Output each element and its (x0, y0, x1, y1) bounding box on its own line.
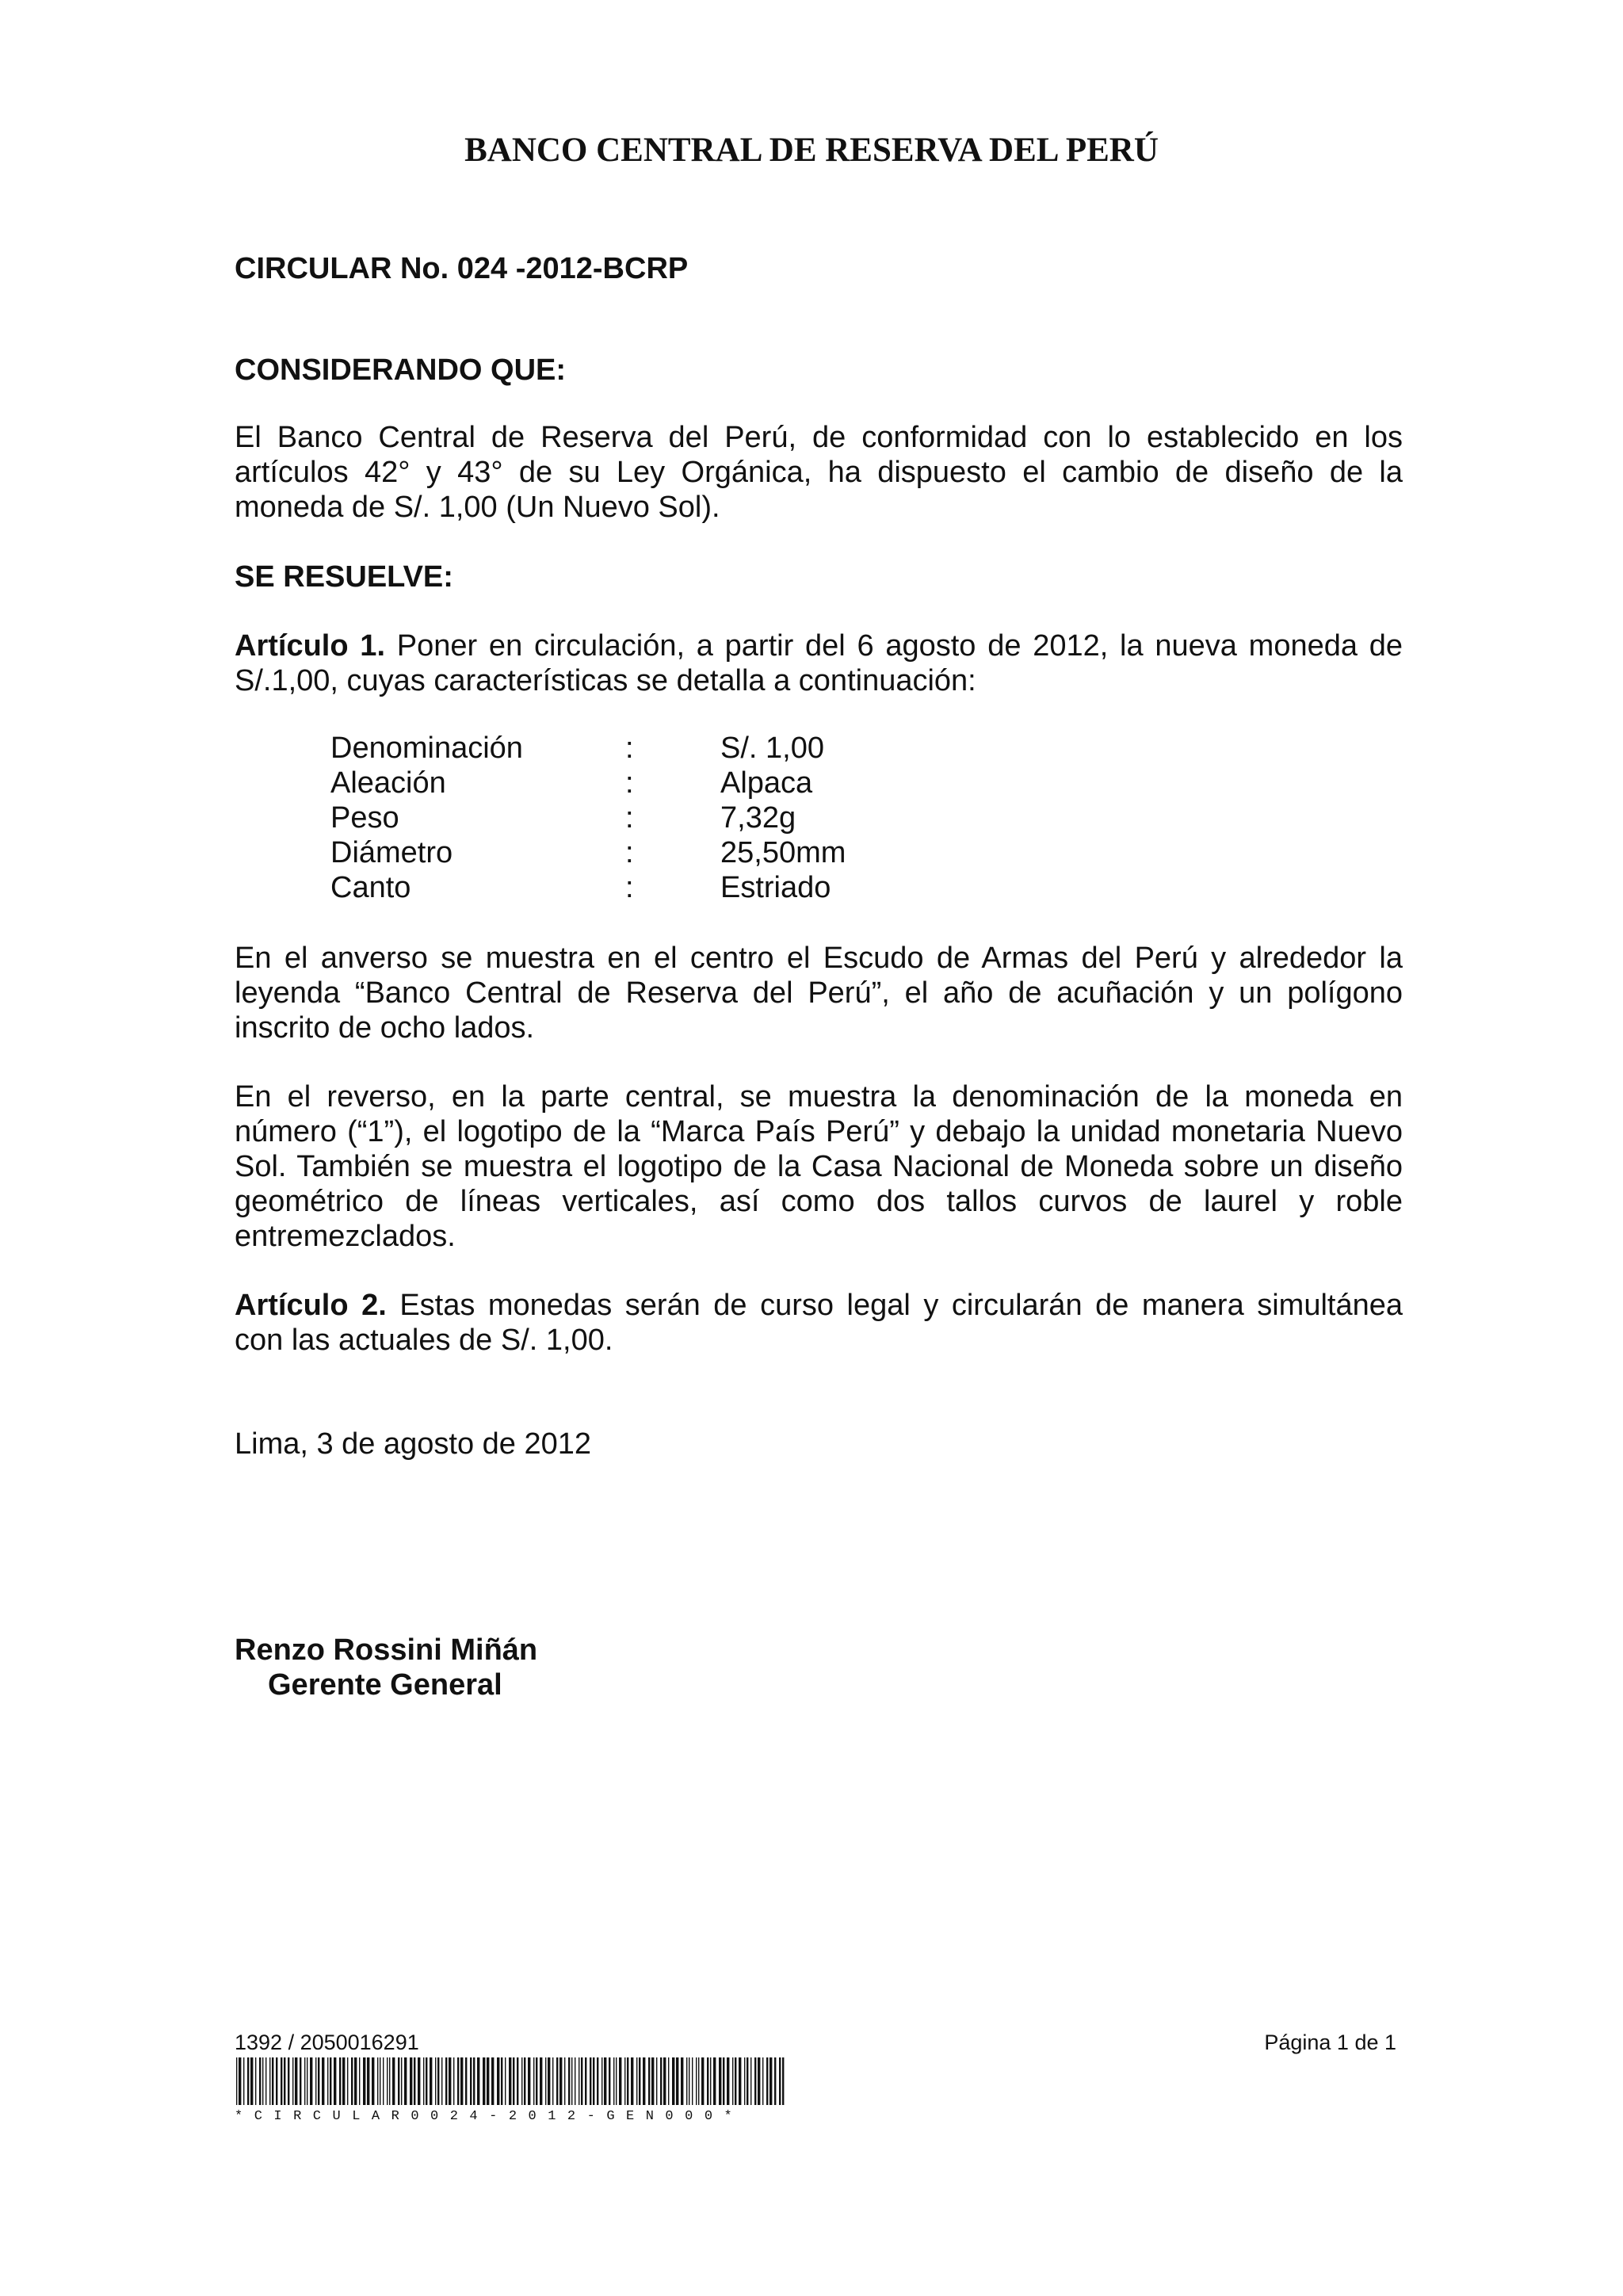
barcode-bar (236, 2057, 237, 2105)
barcode-bar (239, 2057, 241, 2105)
barcode-bar (470, 2057, 472, 2105)
barcode-bar (255, 2057, 256, 2105)
barcode-bar (513, 2057, 514, 2105)
barcode-bar (739, 2057, 741, 2105)
circular-number: CIRCULAR No. 024 -2012-BCRP (235, 252, 689, 285)
barcode-bar (262, 2057, 263, 2105)
barcode-bar (387, 2057, 388, 2105)
barcode-bar (339, 2057, 341, 2105)
barcode-bar (310, 2057, 312, 2105)
spec-value: Alpaca (720, 766, 813, 800)
barcode-bar (330, 2057, 331, 2105)
spec-separator: : (625, 836, 634, 869)
barcode-bar (354, 2057, 357, 2105)
barcode-bar (295, 2057, 297, 2105)
barcode-bar (707, 2057, 708, 2105)
barcode-bar (372, 2057, 374, 2105)
barcode-bar (648, 2057, 650, 2105)
barcode-bar (782, 2057, 784, 2105)
spec-separator: : (625, 766, 634, 800)
spec-value: S/. 1,00 (720, 732, 824, 765)
barcode-bar (627, 2057, 628, 2105)
spec-row (330, 870, 846, 905)
barcode-bar (568, 2057, 570, 2105)
anverso-paragraph: En el anverso se muestra en el centro el Escudo de Armas del Perú y alrededor la leyenda “Banco Central de Reserva del Perú”, el año de acuñación y un polígono inscrito de ocho lados. (235, 942, 1403, 1045)
barcode-bar (585, 2057, 586, 2105)
barcode-bar (473, 2057, 475, 2105)
barcode-bar (401, 2057, 402, 2105)
barcode-bar (404, 2057, 407, 2105)
barcode-bar (676, 2057, 678, 2105)
barcode-bar (363, 2057, 365, 2105)
spec-value: 7,32g (720, 801, 796, 835)
articulo-2-label: Artículo 2. (235, 1289, 387, 1322)
barcode-bar (686, 2057, 687, 2105)
barcode-bar (491, 2057, 494, 2105)
barcode-bar (545, 2057, 546, 2105)
barcode-bar (414, 2057, 415, 2105)
barcode-bar (727, 2057, 729, 2105)
barcode-bar (762, 2057, 763, 2105)
barcode-bar (318, 2057, 319, 2105)
barcode-bar (601, 2057, 602, 2105)
barcode-bar (631, 2057, 633, 2105)
barcode-bar (449, 2057, 451, 2105)
spec-key: Diámetro (330, 836, 453, 869)
barcode-bar (769, 2057, 772, 2105)
barcode-bar (351, 2057, 353, 2105)
barcode-bar (559, 2057, 562, 2105)
barcode-bar (247, 2057, 249, 2105)
barcode-bar (636, 2057, 637, 2105)
barcode-bar (651, 2057, 654, 2105)
barcode-bar (564, 2057, 565, 2105)
barcode-bar (435, 2057, 436, 2105)
barcode-bar (392, 2057, 395, 2105)
barcode-bar (672, 2057, 674, 2105)
signatory-name: Renzo Rossini Miñán (235, 1633, 538, 1667)
page-number: Página 1 de 1 (1264, 2030, 1396, 2054)
barcode-bar (540, 2057, 542, 2105)
spec-row (330, 835, 846, 870)
barcode-bar (243, 2057, 244, 2105)
spec-row (330, 800, 846, 835)
barcode-bar (616, 2057, 617, 2105)
date-line: Lima, 3 de agosto de 2012 (235, 1427, 592, 1461)
barcode-bar (410, 2057, 412, 2105)
barcode-bar (660, 2057, 662, 2105)
barcode-bar (533, 2057, 534, 2105)
barcode-bar (713, 2057, 716, 2105)
barcode-bar (281, 2057, 282, 2105)
barcode-bar (487, 2057, 489, 2105)
barcode-bar (581, 2057, 582, 2105)
barcode-image (235, 2057, 789, 2107)
barcode-bar (754, 2057, 756, 2105)
barcode-bar (426, 2057, 427, 2105)
barcode-bar (750, 2057, 751, 2105)
barcode-bar (453, 2057, 454, 2105)
signatory-title: Gerente General (268, 1668, 502, 1702)
barcode-bar (536, 2057, 537, 2105)
barcode-bar (744, 2057, 745, 2105)
barcode-bar (483, 2057, 485, 2105)
barcode-bar (696, 2057, 697, 2105)
barcode-bar (521, 2057, 522, 2105)
barcode-bar (766, 2057, 768, 2105)
barcode-bar (359, 2057, 360, 2105)
barcode-bar (639, 2057, 640, 2105)
spec-key: Canto (330, 871, 411, 904)
barcode-bar (735, 2057, 736, 2105)
barcode-bar (517, 2057, 518, 2105)
barcode-bar (457, 2057, 459, 2105)
barcode-bar (334, 2057, 336, 2105)
barcode-bar (430, 2057, 432, 2105)
barcode-bar (604, 2057, 606, 2105)
barcode-bar (613, 2057, 614, 2105)
spec-key: Denominación (330, 732, 523, 765)
barcode-bar (624, 2057, 625, 2105)
spec-separator: : (625, 732, 634, 765)
barcode-bar (619, 2057, 621, 2105)
barcode-bar (304, 2057, 305, 2105)
barcode-bar (389, 2057, 390, 2105)
articulo-1-label: Artículo 1. (235, 629, 386, 663)
barcode-bar (590, 2057, 591, 2105)
barcode-bar (593, 2057, 594, 2105)
barcode-bar (441, 2057, 442, 2105)
barcode-bar (342, 2057, 345, 2105)
barcode-text: *CIRCULAR0024-2012-GEN000* (235, 2109, 744, 2124)
barcode-bar (779, 2057, 781, 2105)
barcode-bar (723, 2057, 724, 2105)
barcode-bar (272, 2057, 273, 2105)
barcode-bar (552, 2057, 553, 2105)
barcode-bar (556, 2057, 558, 2105)
barcode-bar (571, 2057, 572, 2105)
barcode-bar (250, 2057, 253, 2105)
document-id: 1392 / 2050016291 (235, 2030, 419, 2054)
barcode-bar (423, 2057, 424, 2105)
barcode-bar (284, 2057, 285, 2105)
barcode-bar (719, 2057, 721, 2105)
barcode-bar (322, 2057, 324, 2105)
barcode-bar (692, 2057, 693, 2105)
barcode-bar (300, 2057, 301, 2105)
articulo-1-text: Poner en circulación, a partir del 6 agosto de 2012, la nueva moneda de S/.1,00, cuyas características se detalla a continuación: (235, 629, 1403, 697)
barcode-bar (597, 2057, 598, 2105)
barcode-bar (292, 2057, 293, 2105)
barcode-bar (663, 2057, 666, 2105)
barcode-bar (681, 2057, 683, 2105)
barcode-bar (524, 2057, 525, 2105)
barcode-bar (732, 2057, 733, 2105)
barcode-bar (710, 2057, 711, 2105)
barcode-bar (497, 2057, 499, 2105)
barcode-bar (418, 2057, 420, 2105)
barcode-bar (445, 2057, 447, 2105)
spec-row (330, 731, 846, 766)
barcode-bar (701, 2057, 704, 2105)
barcode-bar (398, 2057, 399, 2105)
bank-title: BANCO CENTRAL DE RESERVA DEL PERÚ (464, 132, 1159, 169)
considerando-paragraph: El Banco Central de Reserva del Perú, de conformidad con lo establecido en los artículos 42° y 43° de su Ley Orgánica, ha dispuesto el cambio de diseño de la moneda de S/. 1,00 (Un Nuevo Sol). (235, 421, 1403, 524)
barcode-bar (460, 2057, 463, 2105)
barcode-bar (668, 2057, 669, 2105)
coin-specs-table (330, 731, 846, 905)
articulo-2-text: Estas monedas serán de curso legal y circularán de manera simultánea con las actuales de S/. 1,00. (235, 1289, 1403, 1357)
spec-row (330, 766, 846, 800)
barcode-bar (377, 2057, 378, 2105)
spec-separator: : (625, 801, 634, 835)
barcode-bar (465, 2057, 467, 2105)
barcode-bar (747, 2057, 748, 2105)
barcode-bar (265, 2057, 266, 2105)
barcode-bar (288, 2057, 289, 2105)
barcode-bar (501, 2057, 502, 2105)
resuelve-heading: SE RESUELVE: (235, 560, 453, 594)
barcode-bar (269, 2057, 270, 2105)
barcode-bar (758, 2057, 760, 2105)
barcode-bar (259, 2057, 261, 2105)
barcode-bar (643, 2057, 645, 2105)
articulo-2-paragraph (235, 1288, 1403, 1358)
barcode-bar (276, 2057, 277, 2105)
barcode-bar (367, 2057, 369, 2105)
spec-key: Peso (330, 801, 399, 835)
barcode-bar (548, 2057, 550, 2105)
reverso-paragraph: En el reverso, en la parte central, se muestra la denominación de la moneda en número (“1”), el logotipo de la “Marca País Perú” y debajo la unidad monetaria Nuevo Sol. También se muestra el logotipo de la Casa Nacional de Moneda sobre un diseño geométrico de líneas verticales, así como dos tallos curvos de laurel y roble entremezclados. (235, 1080, 1403, 1253)
barcode-bar (437, 2057, 439, 2105)
barcode-bar (505, 2057, 506, 2105)
barcode-bar (774, 2057, 776, 2105)
articulo-1-paragraph (235, 628, 1403, 698)
barcode-bar (528, 2057, 530, 2105)
barcode-bar (383, 2057, 384, 2105)
spec-key: Aleación (330, 766, 446, 800)
barcode-bar (347, 2057, 348, 2105)
barcode-bar (477, 2057, 479, 2105)
barcode-bar (315, 2057, 316, 2105)
considerando-heading: CONSIDERANDO QUE: (235, 353, 567, 387)
spec-separator: : (625, 871, 634, 904)
barcode-bar (698, 2057, 699, 2105)
spec-value: Estriado (720, 871, 831, 904)
spec-value: 25,50mm (720, 836, 846, 869)
barcode-bar (656, 2057, 657, 2105)
barcode-bar (609, 2057, 610, 2105)
barcode-bar (509, 2057, 511, 2105)
barcode-bar (327, 2057, 328, 2105)
